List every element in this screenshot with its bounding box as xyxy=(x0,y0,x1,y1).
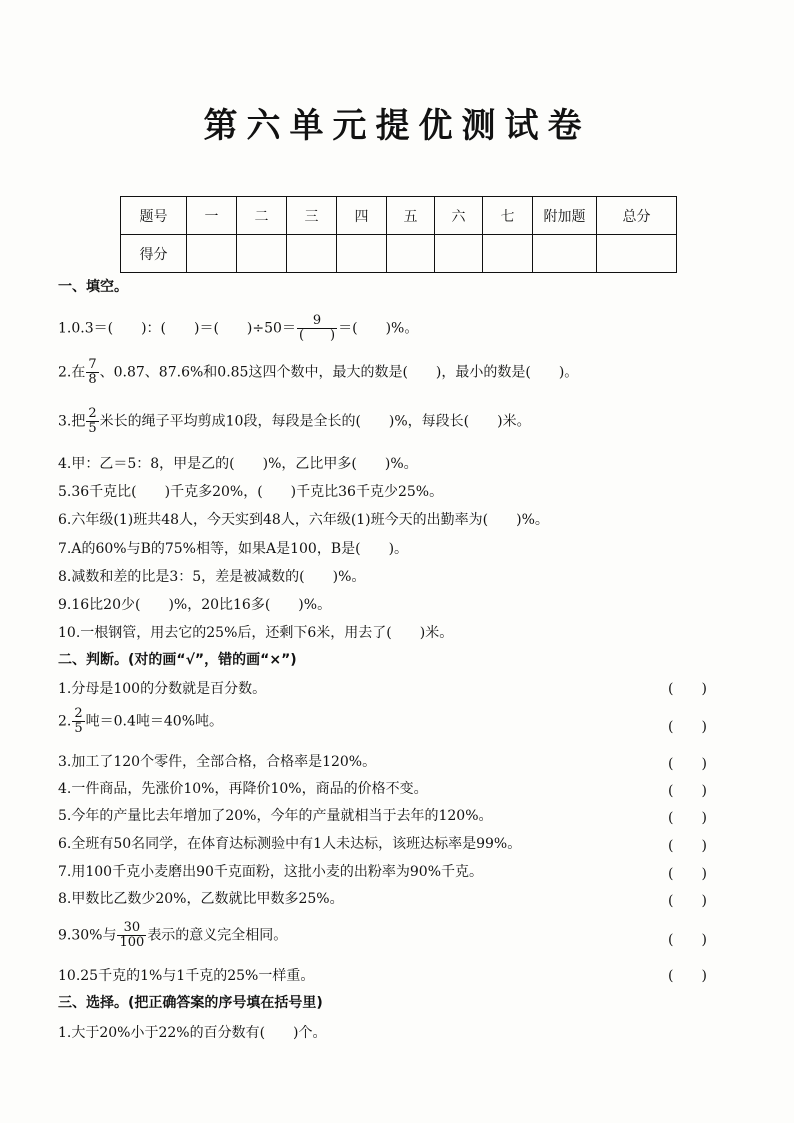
score-cell[interactable] xyxy=(287,235,337,273)
score-header-cell: 总分 xyxy=(597,197,677,235)
score-cell[interactable] xyxy=(483,235,533,273)
page-title: 第六单元提优测试卷 xyxy=(203,106,591,146)
fill-question-7: 7.A的60%与B的75%相等，如果A是100，B是( )。 xyxy=(58,541,409,557)
answer-blank[interactable]: ( ) xyxy=(668,932,707,948)
score-header-cell: 五 xyxy=(387,197,435,235)
score-cell[interactable] xyxy=(597,235,677,273)
fraction: $\frac{9}{( )}$ xyxy=(298,313,336,343)
score-header-cell: 二 xyxy=(237,197,287,235)
score-value-row xyxy=(121,235,677,273)
judge-question-5: 5.今年的产量比去年增加了20%，今年的产量就相当于去年的120%。 xyxy=(58,808,493,824)
judge-question-7: 7.用100千克小麦磨出90千克面粉，这批小麦的出粉率为90%千克。 xyxy=(58,864,484,880)
score-cell[interactable] xyxy=(533,235,597,273)
score-cell[interactable] xyxy=(187,235,237,273)
fill-question-9: 9.16比20少( )%，20比16多( )%。 xyxy=(58,597,332,613)
judge-question-2: 2. $\frac{2}{5}$ 吨＝0.4吨＝40%吨。 xyxy=(58,706,224,736)
judge-question-9: 9.30%与 $\frac{30}{100}$ 表示的意义完全相同。 xyxy=(58,920,288,950)
score-cell[interactable] xyxy=(435,235,483,273)
judge-question-6: 6.全班有50名同学，在体育达标测验中有1人未达标，该班达标率是99%。 xyxy=(58,836,522,852)
judge-question-4: 4.一件商品，先涨价10%，再降价10%，商品的价格不变。 xyxy=(58,781,428,797)
section3-heading: 三、选择。(把正确答案的序号填在括号里) xyxy=(58,995,323,1011)
score-header-cell: 附加题 xyxy=(533,197,597,235)
fill-question-5: 5.36千克比( )千克多20%，( )千克比36千克少25%。 xyxy=(58,484,444,500)
judge-question-8: 8.甲数比乙数少20%，乙数就比甲数多25%。 xyxy=(58,891,344,907)
answer-blank[interactable]: ( ) xyxy=(668,810,707,826)
score-header-cell: 四 xyxy=(337,197,387,235)
fill-question-8: 8.减数和差的比是3：5，差是被减数的( )%。 xyxy=(58,569,366,585)
judge-question-10: 10.25千克的1%与1千克的25%一样重。 xyxy=(58,968,315,984)
score-header-cell: 七 xyxy=(483,197,533,235)
fraction: $\frac{2}{5}$ xyxy=(88,406,97,436)
score-header-cell: 六 xyxy=(435,197,483,235)
score-header-row xyxy=(121,197,677,235)
answer-blank[interactable]: ( ) xyxy=(668,838,707,854)
fill-question-10: 10.一根钢管，用去它的25%后，还剩下6米，用去了( )米。 xyxy=(58,625,454,641)
fill-question-4: 4.甲：乙＝5：8，甲是乙的( )%，乙比甲多( )%。 xyxy=(58,456,418,472)
score-header-cell: 一 xyxy=(187,197,237,235)
section1-heading: 一、填空。 xyxy=(58,279,128,295)
answer-blank[interactable]: ( ) xyxy=(668,968,707,984)
answer-blank[interactable]: ( ) xyxy=(668,866,707,882)
judge-question-1: 1.分母是100的分数就是百分数。 xyxy=(58,681,267,697)
score-header-cell: 三 xyxy=(287,197,337,235)
fraction: $\frac{2}{5}$ xyxy=(74,706,83,736)
answer-blank[interactable]: ( ) xyxy=(668,893,707,909)
fraction: $\frac{7}{8}$ xyxy=(88,357,97,387)
score-header-cell: 题号 xyxy=(121,197,187,235)
answer-blank[interactable]: ( ) xyxy=(668,719,707,735)
score-cell[interactable] xyxy=(237,235,287,273)
score-cell[interactable] xyxy=(337,235,387,273)
answer-blank[interactable]: ( ) xyxy=(668,681,707,697)
judge-question-3: 3.加工了120个零件，全部合格，合格率是120%。 xyxy=(58,754,377,770)
fraction: $\frac{30}{100}$ xyxy=(119,920,145,950)
answer-blank[interactable]: ( ) xyxy=(668,756,707,772)
fill-question-6: 6.六年级(1)班共48人，今天实到48人，六年级(1)班今天的出勤率为( )%。 xyxy=(58,512,549,528)
answer-blank[interactable]: ( ) xyxy=(668,783,707,799)
section2-heading: 二、判断。(对的画“√”，错的画“×”) xyxy=(58,652,297,668)
fill-question-2: 2.在 $\frac{7}{8}$ 、0.87、87.6%和0.85这四个数中，最大的数是( )，最小的数是( )。 xyxy=(58,357,579,387)
score-row-label: 得分 xyxy=(121,235,187,273)
score-table xyxy=(120,196,677,273)
fill-question-3: 3.把 $\frac{2}{5}$ 米长的绳子平均剪成10段，每段是全长的( )%，每段长( )米。 xyxy=(58,406,531,436)
fill-question-1: 1.0.3＝( )：( )＝( )÷50＝ $\frac{9}{( )}$ ＝( )%。 xyxy=(58,313,419,343)
choice-question-1: 1.大于20%小于22%的百分数有( )个。 xyxy=(58,1025,327,1041)
score-cell[interactable] xyxy=(387,235,435,273)
